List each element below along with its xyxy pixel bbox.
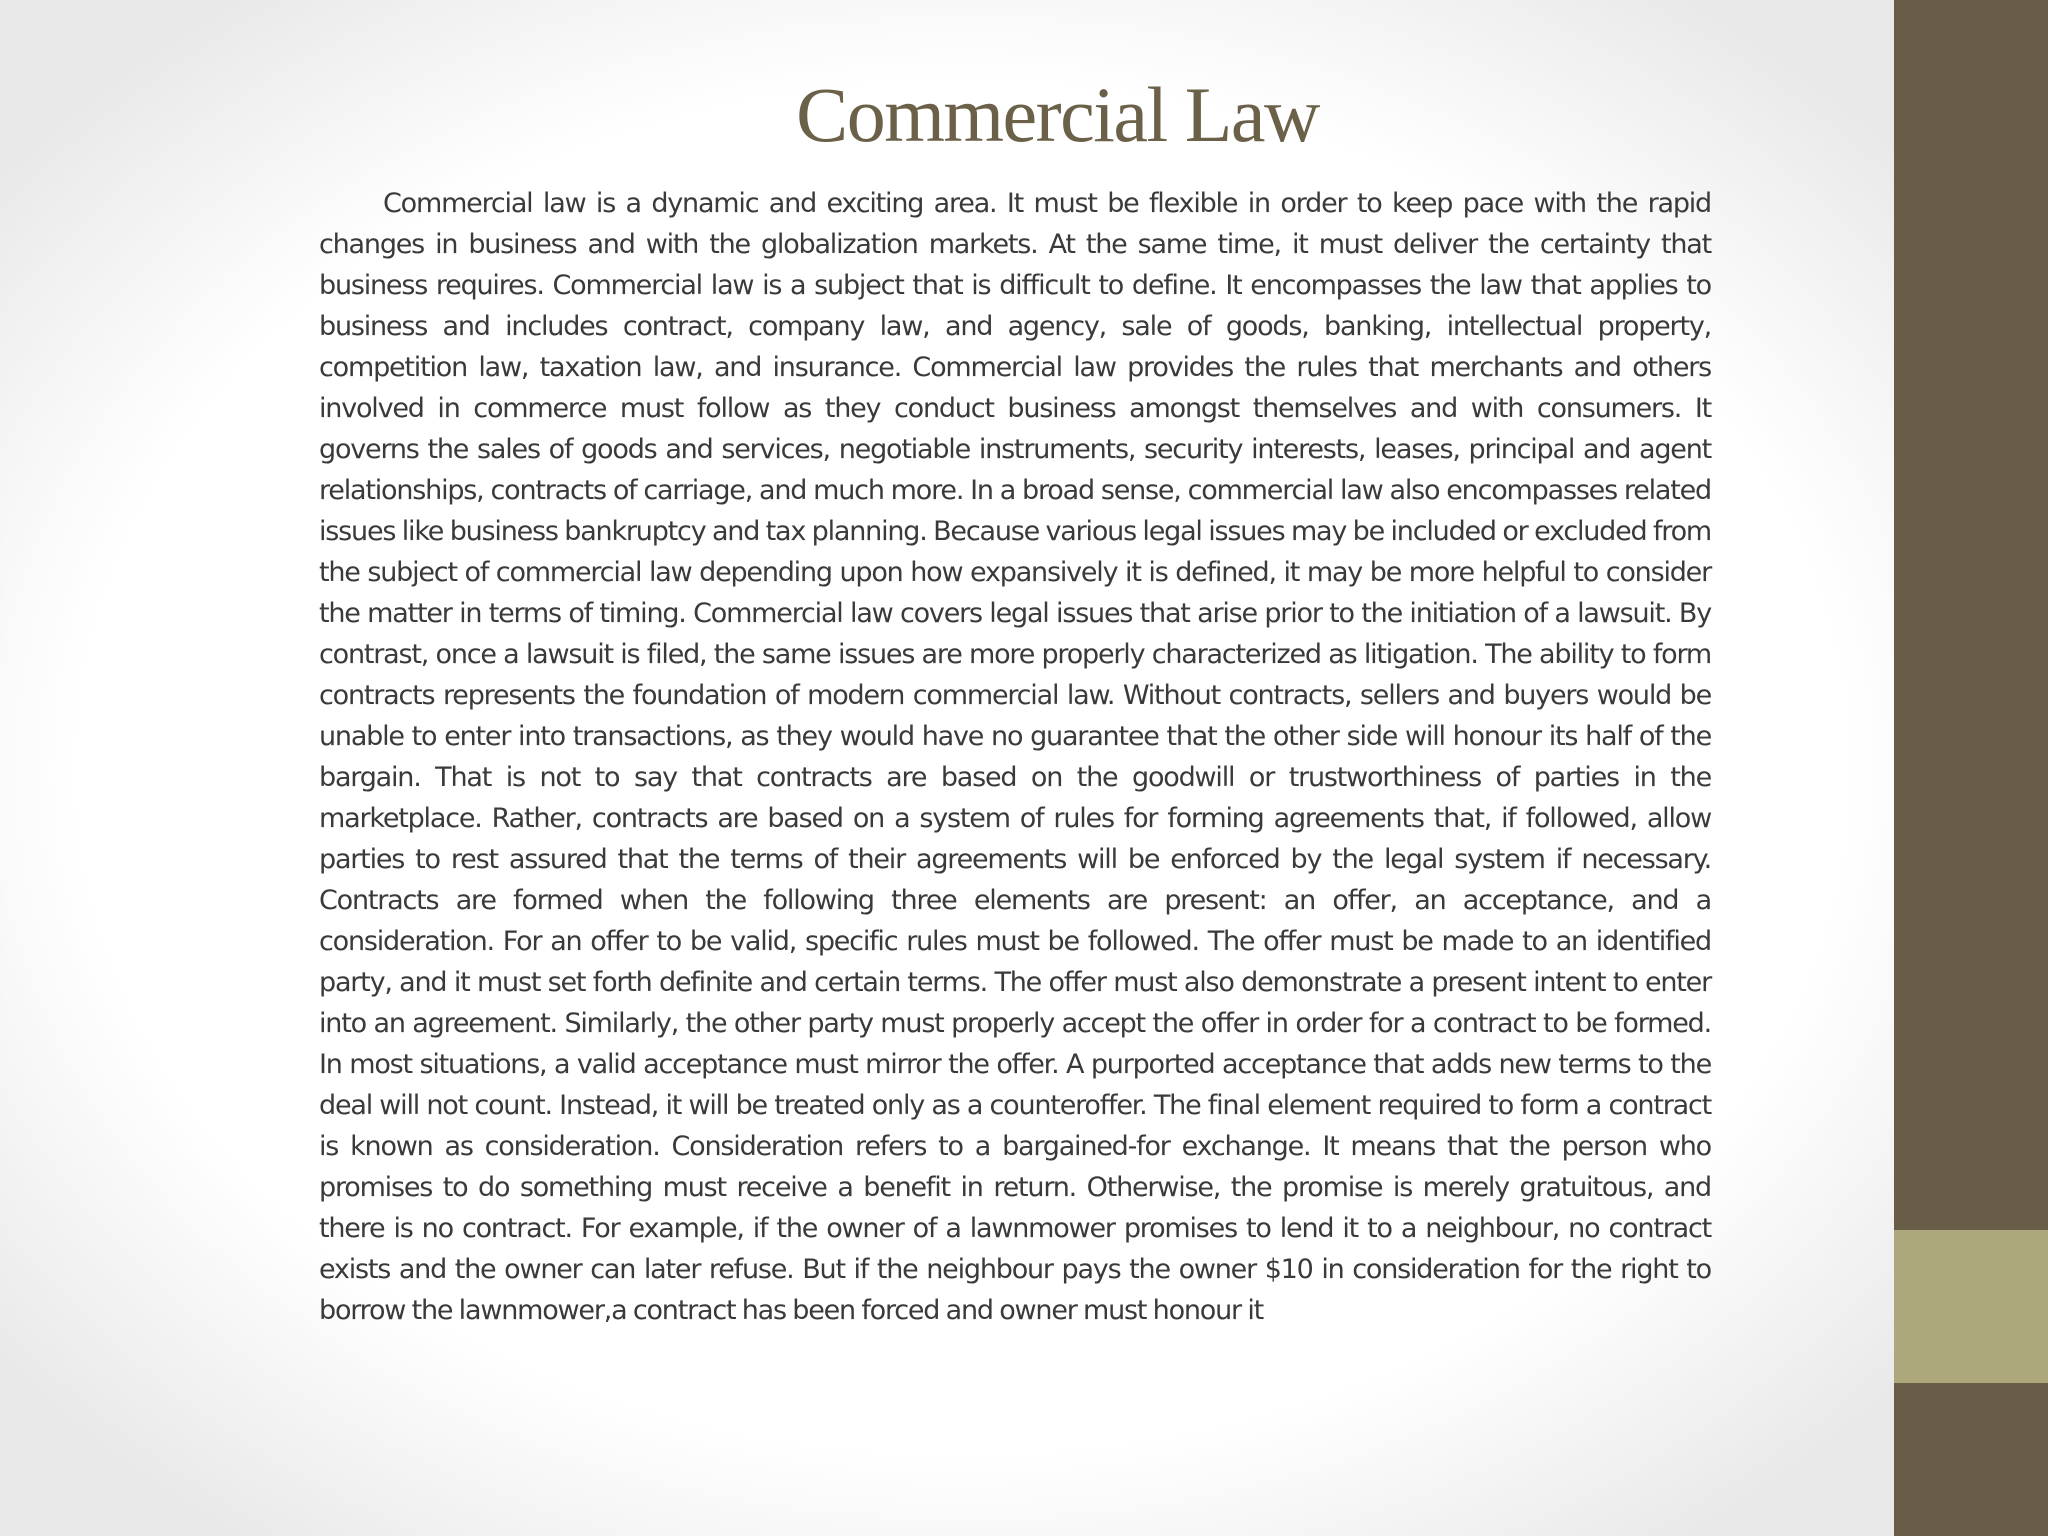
slide-title: Commercial Law (796, 71, 1319, 158)
slide-body-text: Commercial law is a dynamic and exciting area. It must be flexible in order to keep pace with the rapid changes in business and with the globalization markets. At the same time, it must deliver the certainty that business requires. Commercial law is a subject that is difficult to define. It encompasses the law that applies to business and includes contract, company law, and agency, sale of goods, banking, intellectual property, competition law, taxation law, and insurance. Commercial law provides the rules that merchants and others involved in commerce must follow as they conduct business amongst themselves and with consumers. It governs the sales of goods and services, negotiable instruments, security interests, leases, principal and agent relationships, contracts of carriage, and much more. In a broad sense, commercial law also encompasses related issues like business bankruptcy and tax planning. Because various legal issues may be included or excluded from the subject of commercial law depending upon how expansively it is defined, it may be more helpful to consider the matter in terms of timing. Commercial law covers legal issues that arise prior to the initiation of a lawsuit. By contrast, once a lawsuit is filed, the same issues are more properly characterized as litigation. The ability to form contracts represents the foundation of modern commercial law. Without contracts, sellers and buyers would be unable to enter into transactions, as they would have no guarantee that the other side will honour its half of the bargain. That is not to say that contracts are based on the goodwill or trustworthiness of parties in the marketplace. Rather, contracts are based on a system of rules for forming agreements that, if followed, allow parties to rest assured that the terms of their agreements will be enforced by the legal system if necessary. Contracts are formed when the following three elements are present: an offer, an acceptance, and a consideration. For an offer to be valid, specific rules must be followed. The offer must be made to an identified party, and it must set forth definite and certain terms. The offer must also demonstrate a present intent to enter into an agreement. Similarly, the other party must properly accept the offer in order for a contract to be formed. In most situations, a valid acceptance must mirror the offer. A purported acceptance that adds new terms to the deal will not count. Instead, it will be treated only as a counteroffer. The final element required to form a contract is known as consideration. Consideration refers to a bargained-for exchange. It means that the person who promises to do something must receive a benefit in return. Otherwise, the promise is merely gratuitous, and there is no contract. For example, if the owner of a lawnmower promises to lend it to a neighbour, no contract exists and the owner can later refuse. But if the neighbour pays the owner $10 in consideration for the right to borrow the lawnmower,a contract has been forced and owner must honour it (319, 188, 1711, 1326)
sidebar-accent-block (1894, 1230, 2048, 1383)
